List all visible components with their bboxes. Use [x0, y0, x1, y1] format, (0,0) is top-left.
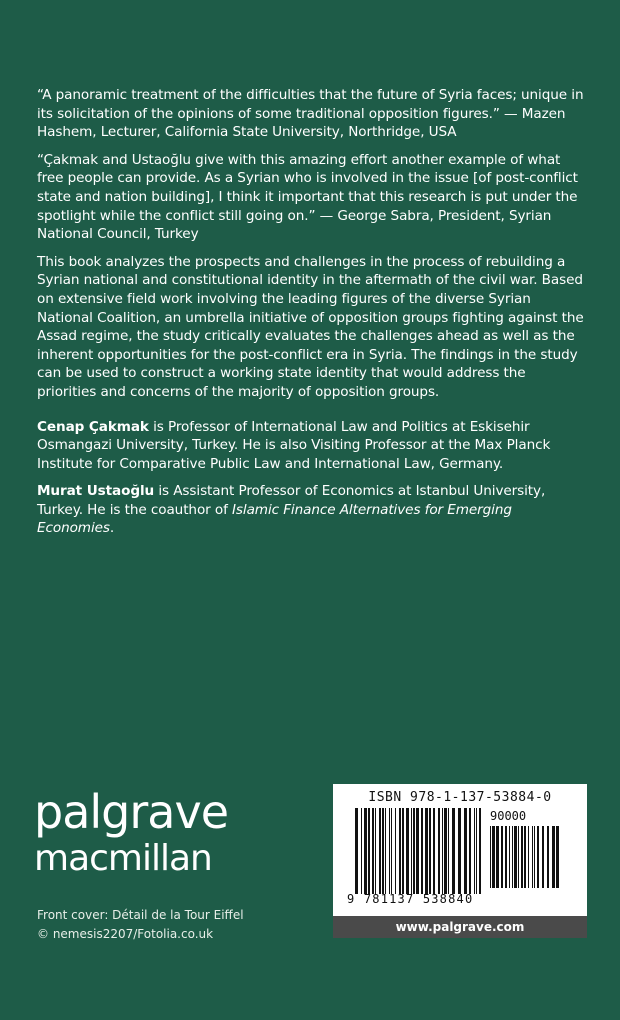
barcode-bar [496, 826, 499, 888]
barcode-bar [479, 808, 481, 894]
cover-credits [37, 906, 244, 944]
cover-credit-line1: Front cover: Détail de la Tour Eiffel [37, 908, 244, 922]
review-quote-2: “Çakmak and Ustaoğlu give with this amazing effort another example of what free people can provide. As a Syrian who is involved in the issue [of post-conflict state and nation building], I think it important that this research is put under the spotlight while the conflict still going on.” — George Sabra, President, Syrian National Council, Turkey [37, 151, 578, 243]
ean-barcode [355, 808, 485, 894]
cover-credit-line2: © nemesis2207/Fotolia.co.uk [37, 927, 214, 941]
barcode-bar [534, 826, 535, 888]
author-bio-2-text: is Assistant Professor of Economics at Istanbul University, Turkey. He is the coauthor of [37, 483, 546, 518]
barcode-bar [411, 808, 412, 894]
barcode-bar [382, 808, 384, 894]
barcode-bar [413, 808, 415, 894]
author-bio-1-text: is Professor of International Law and Politics at Eskisehir Osmangazi University, Turkey. He is also Visiting Professor at the Max Planck Institute for Comparative Public Law and International Law, Germany. [37, 418, 551, 472]
publisher-url: www.palgrave.com [333, 916, 587, 938]
review-quote-1: “A panoramic treatment of the difficulties that the future of Syria faces; unique in its solicitation of the opinions of some traditional opposition figures.” — Mazen Hashem, Lecturer, California State University, Northridge, USA [37, 87, 584, 141]
barcode-bar [444, 808, 447, 894]
barcode-bar [490, 826, 491, 888]
barcode-bar [368, 808, 370, 894]
barcode-bar [416, 808, 419, 894]
barcode-bar [528, 826, 529, 888]
publisher-logo-line2: macmillan [34, 838, 212, 879]
author-name-2: Murat Ustaoğlu [37, 483, 155, 500]
barcode-bar [425, 808, 428, 894]
barcode-bar [355, 808, 358, 894]
barcode-bar [542, 826, 544, 888]
author-bio-2-end: . [109, 520, 115, 537]
barcode-bar [379, 808, 381, 894]
book-description: This book analyzes the prospects and challenges in the process of rebuilding a Syrian national and constitutional identity in the aftermath of the civil war. Based on extensive field work involving the leading figures of the diverse Syrian National Coalition, an umbrella initiative of opposition groups fighting against the Assad regime, the study critically evaluates the challenges ahead as well as the inherent opportunities for the post-conflict era in Syria. The findings in the study can be used to construct a working state identity that would address the priorities and concerns of the majority of opposition groups. [37, 253, 584, 400]
barcode-bar [514, 826, 517, 888]
barcode-bar [464, 808, 467, 894]
barcode-bar [448, 808, 449, 894]
author-bio-2 [37, 482, 587, 538]
author-name-1: Cenap Çakmak [37, 418, 149, 435]
barcode-bar [552, 826, 555, 888]
barcode-bar [501, 826, 503, 888]
barcode-bar [421, 808, 423, 894]
publisher-logo [34, 786, 228, 880]
barcode-bar [476, 808, 477, 894]
barcode-bar [385, 808, 386, 894]
barcode-bar [518, 826, 519, 888]
barcode-box [333, 784, 587, 938]
barcode-bar [505, 826, 507, 888]
barcode-bar [406, 808, 409, 894]
publisher-logo-line1: palgrave [34, 785, 228, 839]
barcode-bar [521, 826, 523, 888]
barcode-bar [492, 826, 495, 888]
barcode-bar [458, 808, 461, 894]
isbn-label: ISBN 978-1-137-53884-0 [368, 790, 552, 805]
barcode-bar [399, 808, 401, 894]
barcode-bar [524, 826, 526, 888]
ean-digits: 9 781137 538840 [347, 892, 474, 906]
barcode-bar [438, 808, 440, 894]
barcode-bar [429, 808, 431, 894]
barcode-bar [556, 826, 559, 888]
barcode-bar [395, 808, 396, 894]
barcode-bar [375, 808, 376, 894]
barcode-bar [391, 808, 392, 894]
barcode-bar [442, 808, 443, 894]
price-addon-barcode [490, 826, 570, 896]
barcode-bar [364, 808, 367, 894]
barcode-bar [537, 826, 539, 888]
barcode-bar [547, 826, 549, 888]
back-cover-text [37, 86, 587, 547]
barcode-bar [389, 808, 390, 894]
barcode-bar [372, 808, 374, 894]
barcode-bar [512, 826, 513, 888]
price-code: 90000 [490, 809, 527, 823]
barcode-bar [402, 808, 404, 894]
barcode-bar [361, 808, 362, 894]
barcode-bar [474, 808, 475, 894]
author-bio-1 [37, 418, 587, 474]
coauthored-book-title: Islamic Finance Alternatives for Emerging Economies [37, 501, 512, 537]
barcode-bar [452, 808, 455, 894]
barcode-bar [469, 808, 471, 894]
barcode-bar [433, 808, 435, 894]
barcode-bar [532, 826, 533, 888]
barcode-bar [509, 826, 510, 888]
